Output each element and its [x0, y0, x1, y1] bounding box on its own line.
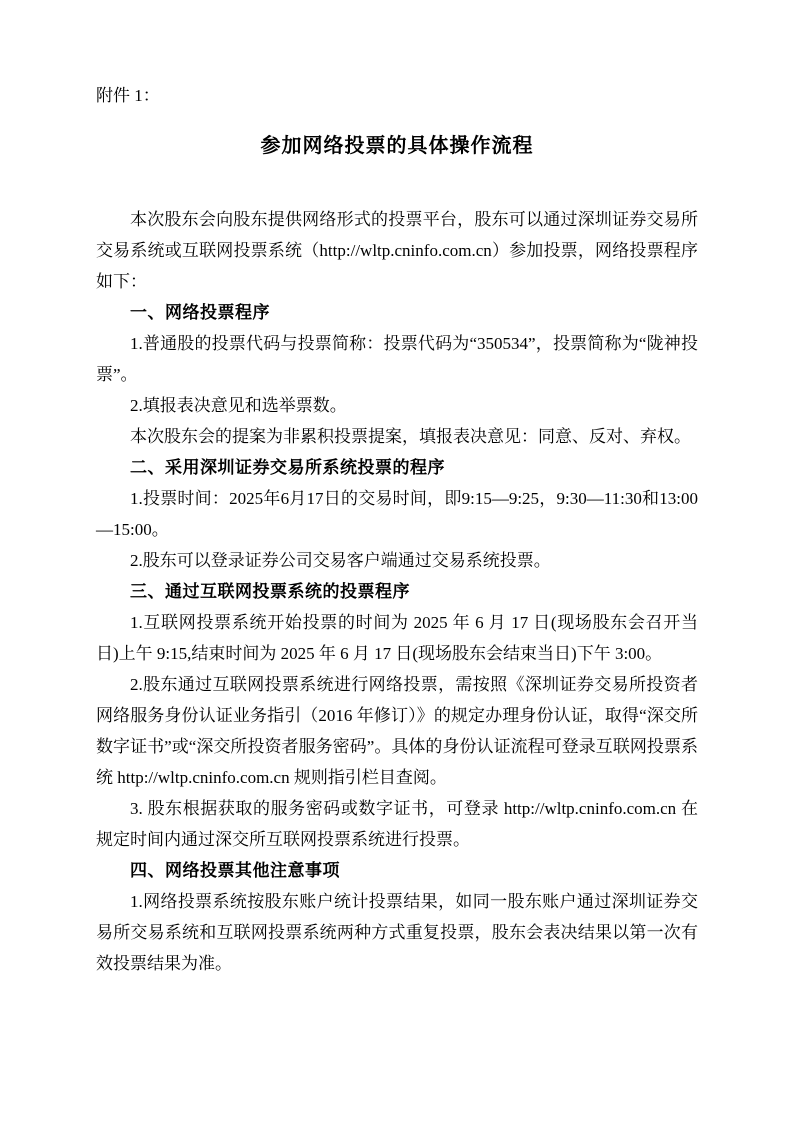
- section-heading: 一、网络投票程序: [130, 303, 270, 322]
- section-heading: 四、网络投票其他注意事项: [130, 861, 340, 880]
- body-paragraph: 3. 股东根据获取的服务密码或数字证书，可登录 http://wltp.cninfo.com.cn 在规定时间内通过深交所互联网投票系统进行投票。: [96, 799, 698, 849]
- section-heading: 三、通过互联网投票系统的投票程序: [130, 582, 410, 601]
- body-paragraph: 本次股东会向股东提供网络形式的投票平台，股东可以通过深圳证券交易所交易系统或互联网投票系统（http://wltp.cninfo.com.cn）参加投票，网络投票程序如下：: [96, 210, 698, 291]
- body-paragraph: 2.股东可以登录证券公司交易客户端通过交易系统投票。: [130, 551, 551, 570]
- body-paragraph: 2.股东通过互联网投票系统进行网络投票，需按照《深圳证券交易所投资者网络服务身份认证业务指引（2016 年修订）》的规定办理身份认证，取得“深交所数字证书”或“深交所投资者服务密码”。具体的身份认证流程可登录互联网投票系统 http://wltp.cninfo.com.cn 规则指引栏目查阅。: [96, 675, 698, 787]
- body-paragraph: 2.填报表决意见和选举票数。: [130, 396, 347, 415]
- body-paragraph: 本次股东会的提案为非累积投票提案，填报表决意见：同意、反对、弃权。: [130, 427, 691, 446]
- body-paragraph: 1.投票时间：2025年6月17日的交易时间，即9:15—9:25，9:30—11:30和13:00—15:00。: [96, 489, 698, 539]
- body-paragraph: 1.互联网投票系统开始投票的时间为 2025 年 6 月 17 日(现场股东会召开当日)上午 9:15,结束时间为 2025 年 6 月 17 日(现场股东会结束当日)下午 3:00。: [96, 613, 698, 663]
- section-heading: 二、采用深圳证券交易所系统投票的程序: [130, 458, 445, 477]
- attachment-label: 附件 1：: [96, 86, 160, 105]
- body-paragraph: 1.网络投票系统按股东账户统计投票结果，如同一股东账户通过深圳证券交易所交易系统和互联网投票系统两种方式重复投票，股东会表决结果以第一次有效投票结果为准。: [96, 892, 698, 973]
- document-body: [96, 204, 698, 979]
- page-title: 参加网络投票的具体操作流程: [260, 135, 534, 157]
- body-paragraph: 1.普通股的投票代码与投票简称：投票代码为“350534”，投票简称为“陇神投票”。: [96, 334, 698, 384]
